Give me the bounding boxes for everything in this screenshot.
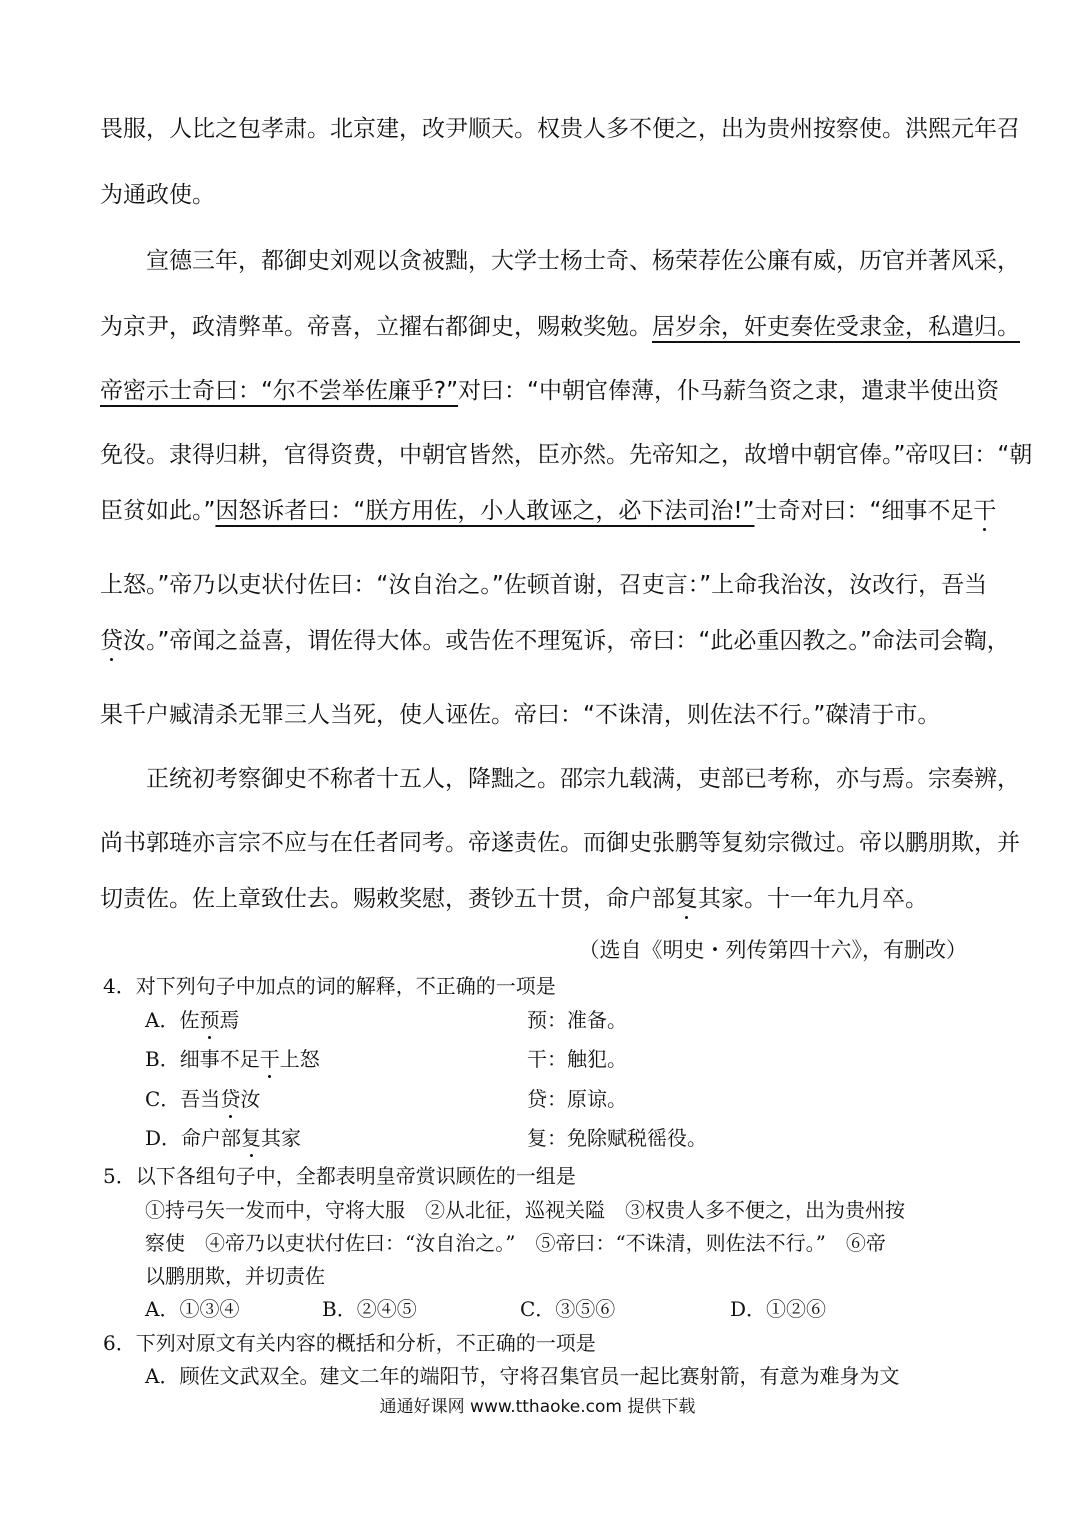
question-4-option-b: B．细事不足干上怒 — [145, 1047, 320, 1071]
passage-text: 臣贫如此。” — [100, 498, 216, 524]
passage-line — [100, 308, 1020, 341]
passage-text: 为京尹，政清弊革。帝喜，立擢右都御史，赐敕奖勉。 — [100, 314, 652, 340]
question-4-gloss-a: 预：准备。 — [527, 1008, 627, 1032]
question-5-option-b: B．②④⑤ — [322, 1297, 417, 1321]
question-4-option-d: D．命户部复其家 — [145, 1126, 302, 1150]
passage-line: 畏服，人比之包孝肃。北京建，改尹顺天。权贵人多不便之，出为贵州按察使。洪熙元年召 — [100, 116, 1020, 142]
passage-line: 宣德三年，都御史刘观以贪被黜，大学士杨士奇、杨荣荐佐公廉有威，历官并著风采， — [146, 248, 1020, 274]
dotted-character: 预 — [199, 1008, 220, 1032]
question-5-option-d: D．①②⑥ — [730, 1297, 827, 1321]
question-5-option-a: A．①③④ — [145, 1297, 240, 1321]
passage-line — [100, 880, 928, 913]
dotted-character: 干 — [973, 498, 997, 524]
passage-text: 对曰：“中朝官俸薄，仆马薪刍资之隶，遣隶半使出资 — [458, 378, 999, 404]
question-6-option-a: A．顾佐文武双全。建文二年的端阳节，守将召集官员一起比赛射箭，有意为难身为文 — [145, 1364, 900, 1388]
passage-text: 汝。”帝闻之益喜，谓佐得大体。或告佐不理冤诉，帝曰：“此必重囚教之。”命法司会鞫， — [123, 628, 1010, 654]
source-citation: （选自《明史・列传第四十六》，有删改） — [578, 938, 967, 962]
question-4-gloss-c: 贷：原谅。 — [527, 1087, 627, 1111]
page-footer: 通通好课网 www.tthaoke.com 提供下载 — [379, 1397, 696, 1417]
passage-line — [100, 372, 999, 405]
dotted-character: 复 — [241, 1126, 262, 1150]
passage-line: 为通政使。 — [100, 182, 215, 208]
underlined-sentence: 帝密示士奇曰：“尔不尝举佐廉乎?” — [100, 378, 459, 404]
question-4-option-a: A．佐预焉 — [145, 1008, 240, 1032]
dotted-character: 复 — [675, 886, 698, 912]
passage-line — [100, 622, 1010, 655]
dotted-character: 干 — [259, 1047, 280, 1071]
question-5-body: 察使 ④帝乃以吏状付佐曰：“汝自治之。” ⑤帝曰：“不诛清，则佐法不行。” ⑥帝 — [145, 1231, 886, 1255]
passage-line: 免役。隶得归耕，官得资费，中朝官皆然，臣亦然。先帝知之，故增中朝官俸。”帝叹曰：“朝 — [100, 442, 1033, 468]
dotted-character: 贷 — [220, 1087, 241, 1111]
question-5-body: 以鹏朋欺，并切责佐 — [145, 1264, 325, 1288]
question-4-stem: 4．对下列句子中加点的词的解释，不正确的一项是 — [103, 974, 556, 998]
passage-line — [100, 492, 996, 525]
passage-line: 尚书郭琏亦言宗不应与在任者同考。帝遂责佐。而御史张鹏等复劾宗微过。帝以鹏朋欺，并 — [100, 830, 1020, 856]
passage-text: 士奇对曰：“细事不足 — [754, 498, 974, 524]
question-5-body: ①持弓矢一发而中，守将大服 ②从北征，巡视关隘 ③权贵人多不便之，出为贵州按 — [145, 1198, 905, 1222]
passage-text: 切责佐。佐上章致仕去。赐敕奖慰，赉钞五十贯，命户部 — [100, 886, 675, 912]
passage-line: 上怒。”帝乃以吏状付佐曰：“汝自治之。”佐顿首谢，召吏言：”上命我治汝，汝改行，吾当 — [100, 572, 988, 598]
passage-text: 其家。十一年九月卒。 — [698, 886, 928, 912]
question-5-option-c: C．③⑤⑥ — [520, 1297, 616, 1321]
question-5-stem: 5．以下各组句子中，全都表明皇帝赏识顾佐的一组是 — [103, 1164, 576, 1188]
passage-line: 果千户臧清杀无罪三人当死，使人诬佐。帝曰：“不诛清，则佐法不行。”磔清于市。 — [100, 702, 941, 728]
question-4-option-c: C．吾当贷汝 — [145, 1087, 261, 1111]
question-4-gloss-b: 干：触犯。 — [527, 1047, 627, 1071]
question-4-gloss-d: 复：免除赋税徭役。 — [527, 1126, 707, 1150]
question-6-stem: 6．下列对原文有关内容的概括和分析，不正确的一项是 — [103, 1331, 596, 1355]
passage-line: 正统初考察御史不称者十五人，降黜之。邵宗九载满，吏部已考称，亦与焉。宗奏辨， — [146, 766, 1020, 792]
dotted-character: 贷 — [100, 628, 123, 654]
underlined-sentence: 因怒诉者曰：“朕方用佐，小人敢诬之，必下法司治!” — [215, 498, 755, 524]
underlined-sentence: 居岁余，奸吏奏佐受隶金，私遣归。 — [652, 314, 1020, 340]
